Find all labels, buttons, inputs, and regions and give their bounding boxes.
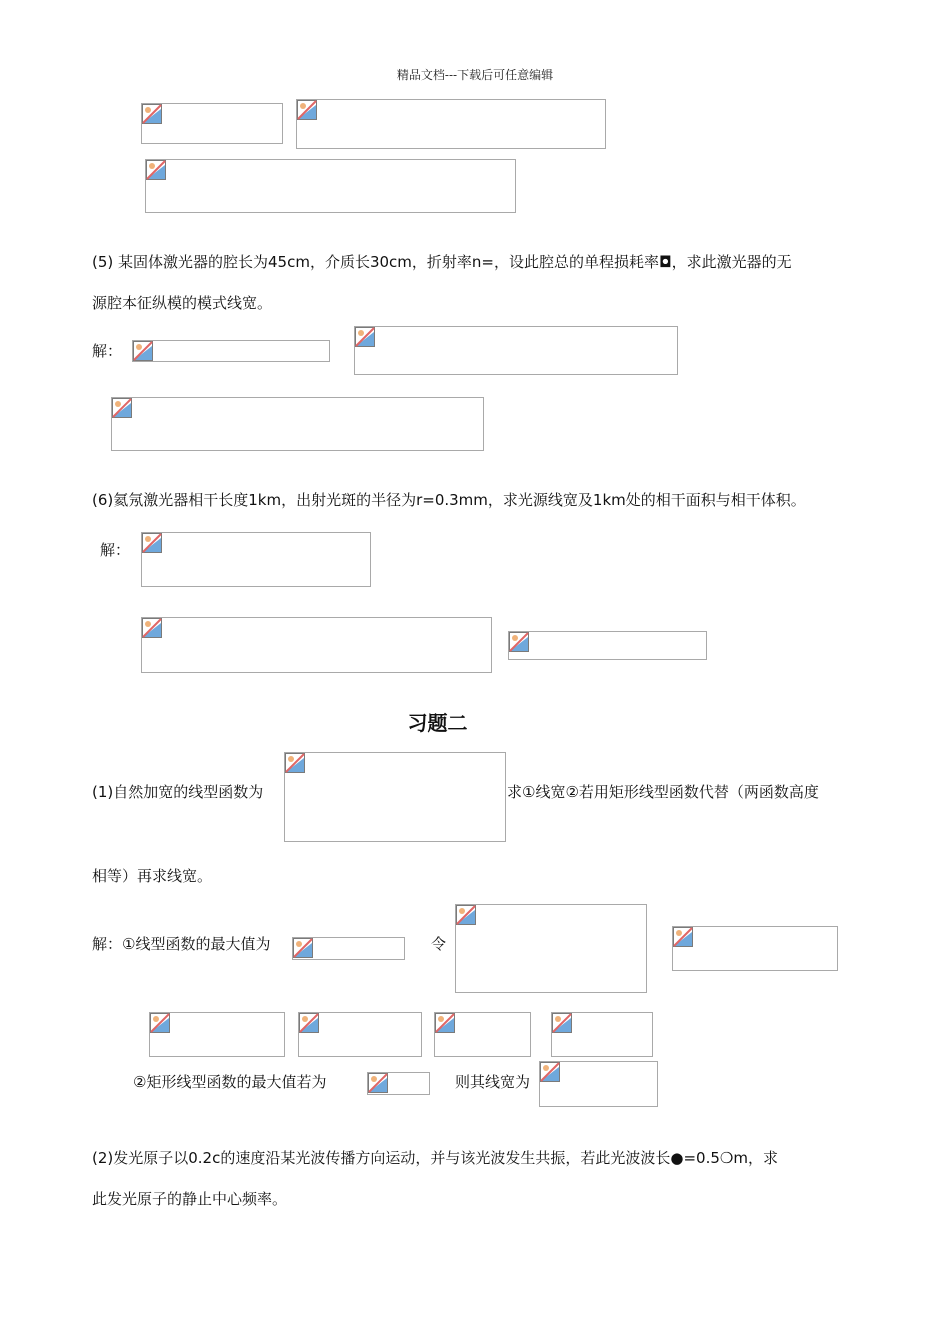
section-title: 习题二 (407, 711, 468, 735)
formula-image (292, 937, 405, 960)
formula-image (141, 103, 283, 144)
broken-image-icon (150, 1013, 170, 1033)
broken-image-icon (133, 341, 153, 361)
broken-image-icon (552, 1013, 572, 1033)
broken-image-icon (368, 1073, 388, 1093)
exercise1-question-line2: 相等）再求线宽。 (92, 867, 213, 885)
broken-image-icon (112, 398, 132, 418)
broken-image-icon (142, 533, 162, 553)
formula-image (132, 340, 330, 362)
exercise2-question-line2: 此发光原子的静止中心频率。 (92, 1190, 288, 1208)
formula-image (539, 1061, 658, 1107)
broken-image-icon (456, 905, 476, 925)
formula-image (145, 159, 516, 213)
exercise2-question-line1: (2)发光原子以0.2c的速度沿某光波传播方向运动，并与该光波发生共振，若此光波波长●=0.5❍m，求 (92, 1149, 778, 1167)
let-label: 令 (431, 935, 447, 953)
problem6-question: (6)氦氖激光器相干长度1km，出射光斑的半径为r=0.3mm，求光源线宽及1km处的相干面积与相干体积。 (92, 491, 806, 509)
broken-image-icon (673, 927, 693, 947)
broken-image-icon (540, 1062, 560, 1082)
problem5-question-line2: 源腔本征纵模的模式线宽。 (92, 294, 273, 312)
formula-image (455, 904, 647, 993)
broken-image-icon (142, 618, 162, 638)
formula-image (149, 1012, 285, 1057)
formula-image (434, 1012, 531, 1057)
formula-image (111, 397, 484, 451)
formula-image (141, 617, 492, 673)
rect-function-text: ②矩形线型函数的最大值若为 (133, 1073, 327, 1091)
formula-image (551, 1012, 653, 1057)
broken-image-icon (297, 100, 317, 120)
page-header: 精品文档---下载后可任意编辑 (396, 68, 554, 82)
formula-image (508, 631, 707, 660)
broken-image-icon (142, 104, 162, 124)
linewidth-text: 则其线宽为 (455, 1073, 531, 1091)
exercise1-solution: 解：①线型函数的最大值为 (92, 935, 271, 953)
solution-label: 解： (92, 342, 123, 360)
exercise1-question-part1: (1)自然加宽的线型函数为 (92, 783, 264, 801)
formula-image (354, 326, 678, 375)
formula-image (141, 532, 371, 587)
broken-image-icon (435, 1013, 455, 1033)
formula-image (672, 926, 838, 971)
broken-image-icon (509, 632, 529, 652)
formula-image (298, 1012, 422, 1057)
broken-image-icon (146, 160, 166, 180)
broken-image-icon (355, 327, 375, 347)
broken-image-icon (285, 753, 305, 773)
formula-image (367, 1072, 430, 1095)
exercise1-question-part2: 求①线宽②若用矩形线型函数代替（两函数高度 (507, 783, 819, 801)
formula-image (296, 99, 606, 149)
solution-label: 解： (100, 541, 131, 559)
problem5-question-line1: (5) 某固体激光器的腔长为45cm，介质长30cm，折射率n=，设此腔总的单程损耗率◘，求此激光器的无 (92, 253, 792, 271)
formula-image (284, 752, 506, 842)
broken-image-icon (299, 1013, 319, 1033)
broken-image-icon (293, 938, 313, 958)
